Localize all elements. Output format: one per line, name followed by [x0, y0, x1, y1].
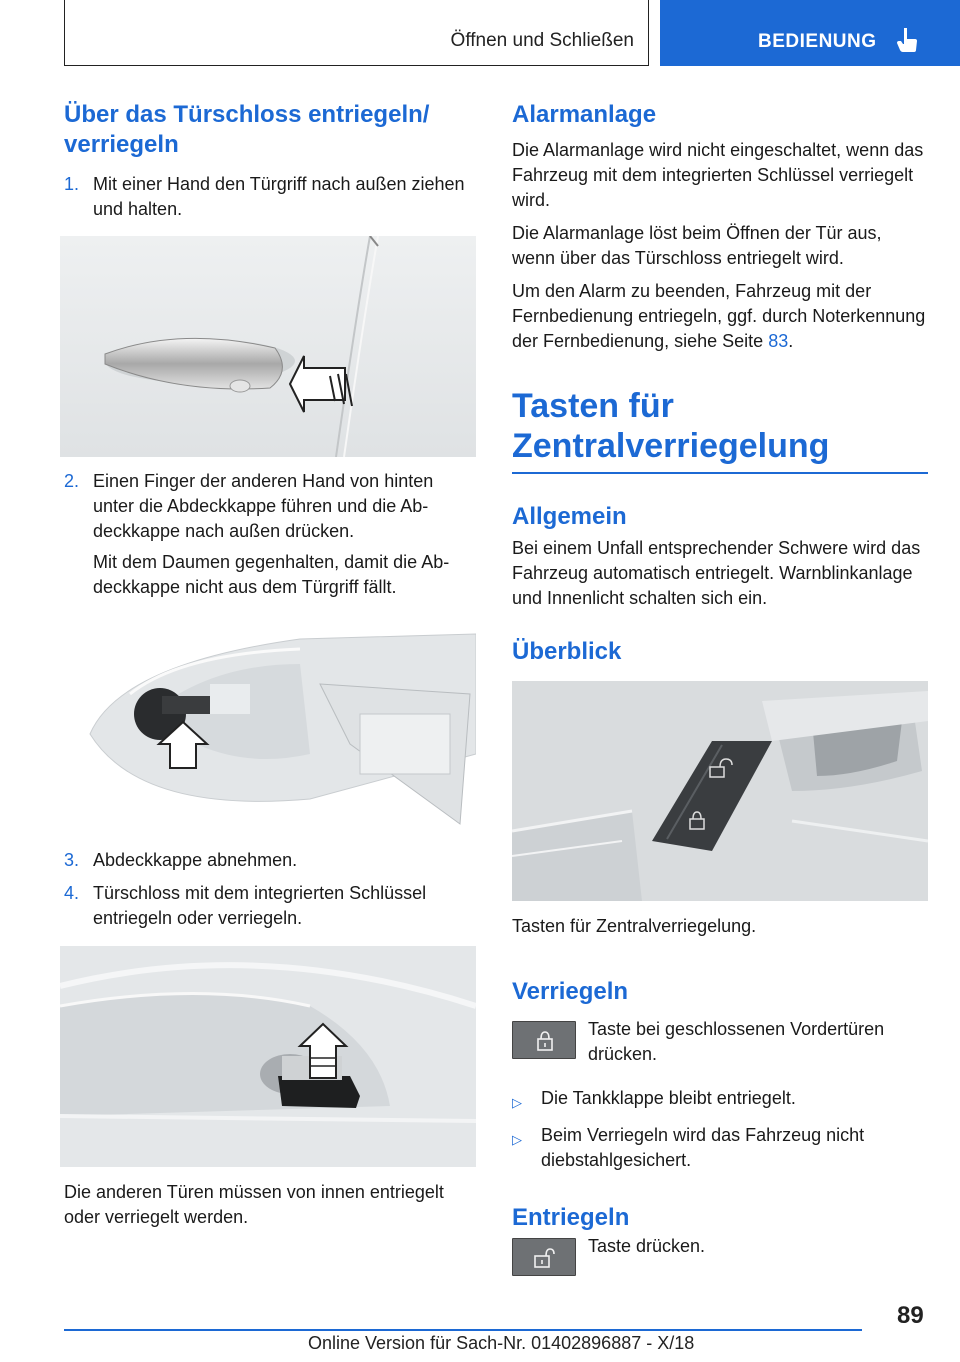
lock-bullets	[512, 1086, 928, 1233]
footer-divider	[64, 1329, 862, 1331]
closing-text: Die anderen Türen müssen von innen entriegelt oder verriegelt werden.	[64, 1182, 444, 1227]
general-text: Bei einem Unfall entsprechender Schwere wird das Fahrzeug automatisch entriegelt. Warnblinkanlage und Innenlicht schalten sich ein.	[512, 537, 921, 608]
heading-general: Allgemein	[512, 502, 627, 530]
heading-lock: Verriegeln	[512, 978, 629, 1005]
door-handle-pull-illustration	[60, 236, 476, 457]
figure-door-handle-pull	[60, 236, 476, 457]
step-3	[64, 848, 476, 873]
triangle-bullet-icon: ▷	[512, 1095, 522, 1110]
chapter-title	[512, 386, 928, 466]
unlock-button-icon	[512, 1238, 576, 1276]
heading-door-lock: Über das Türschloss entriegeln/ verriegeln	[64, 101, 430, 158]
lock-text: Taste bei geschlossenen Vordertüren drücken.	[588, 1019, 885, 1064]
footer-version-text: Online Version für Sach-Nr. 01402896887 - X/18	[308, 1333, 695, 1353]
step-number: 2.	[64, 471, 80, 491]
chapter-divider	[512, 472, 928, 474]
lock-description	[588, 1017, 928, 1067]
pointing-hand-icon	[896, 26, 918, 54]
alarm-paragraph-2: Die Alarmanlage löst beim Öffnen der Tür aus, wenn über das Türschloss entriegelt wird.	[512, 223, 882, 268]
right-column-lower	[512, 914, 928, 1007]
left-column-step-2	[64, 469, 476, 600]
left-column-closing	[64, 1180, 476, 1230]
alarm-paragraph-1: Die Alarmanlage wird nicht eingeschaltet, wenn das Fahrzeug mit dem integrierten Schlüssel verriegelt wird.	[512, 140, 924, 210]
bullet-item	[512, 1086, 928, 1115]
left-column	[64, 100, 476, 222]
step-text: Abdeckkappe abnehmen.	[93, 850, 298, 870]
key-in-lock-illustration	[60, 946, 476, 1167]
unlock-text: Taste drücken.	[588, 1236, 706, 1256]
left-column-steps-3-4	[64, 848, 476, 931]
overview-caption: Tasten für Zentralverriegelung.	[512, 916, 757, 936]
heading-unlock: Entriegeln	[512, 1204, 630, 1231]
figure-cover-cap	[60, 624, 476, 829]
step-1	[64, 172, 476, 222]
step-number: 3.	[64, 850, 80, 870]
heading-overview: Überblick	[512, 637, 622, 665]
figure-central-locking-buttons	[512, 681, 928, 901]
triangle-bullet-icon: ▷	[512, 1132, 522, 1147]
chapter-title-line-1: Tasten für	[512, 387, 674, 425]
header-chapter-label: BEDIENUNG	[758, 31, 877, 52]
padlock-closed-icon	[513, 1022, 577, 1060]
heading-alarm: Alarmanlage	[512, 101, 657, 128]
chapter-title-line-2: Zentralverriegelung	[512, 427, 830, 465]
alarm-paragraph-3	[512, 279, 928, 354]
alarm-paragraph-3-text: Um den Alarm zu beenden, Fahrzeug mit der Fernbedienung entriegeln, ggf. durch Noterkennung der Fernbedienung, siehe Seite	[512, 281, 926, 351]
bullet-text: Die Tankklappe bleibt entriegelt.	[541, 1088, 796, 1108]
right-column	[512, 100, 928, 667]
step-text: Einen Finger der anderen Hand von hinten unter die Abdeckkappe führen und die Abdeckkappe nach außen drücken.	[93, 471, 434, 541]
page-link-83[interactable]: 83	[768, 331, 789, 351]
header-section-box	[64, 0, 649, 66]
lock-button-icon	[512, 1021, 576, 1059]
step-4	[64, 881, 476, 931]
figure-key-in-lock	[60, 946, 476, 1167]
step-number: 4.	[64, 883, 80, 903]
bullet-item	[512, 1123, 928, 1173]
bullet-text: Beim Verriegeln wird das Fahrzeug nicht diebstahlgesichert.	[541, 1125, 865, 1170]
central-locking-illustration	[512, 681, 928, 901]
step-text: Mit einer Hand den Türgriff nach außen ziehen und halten.	[93, 174, 465, 219]
alarm-paragraph-3-end: .	[788, 331, 794, 351]
step-2	[64, 469, 476, 600]
header-section-title: Öffnen und Schließen	[450, 30, 634, 51]
unlock-description	[588, 1234, 928, 1259]
page-number: 89	[897, 1302, 924, 1329]
padlock-open-icon	[513, 1239, 577, 1277]
cover-cap-illustration	[60, 624, 476, 829]
step-text: Türschloss mit dem integrierten Schlüssel entriegeln oder verriegeln.	[93, 883, 427, 928]
header-chapter-tab[interactable]	[660, 0, 960, 66]
step-subtext: Mit dem Daumen gegenhalten, damit die Abdeckkappe nicht aus dem Türgriff fällt.	[93, 552, 450, 597]
step-number: 1.	[64, 174, 80, 194]
